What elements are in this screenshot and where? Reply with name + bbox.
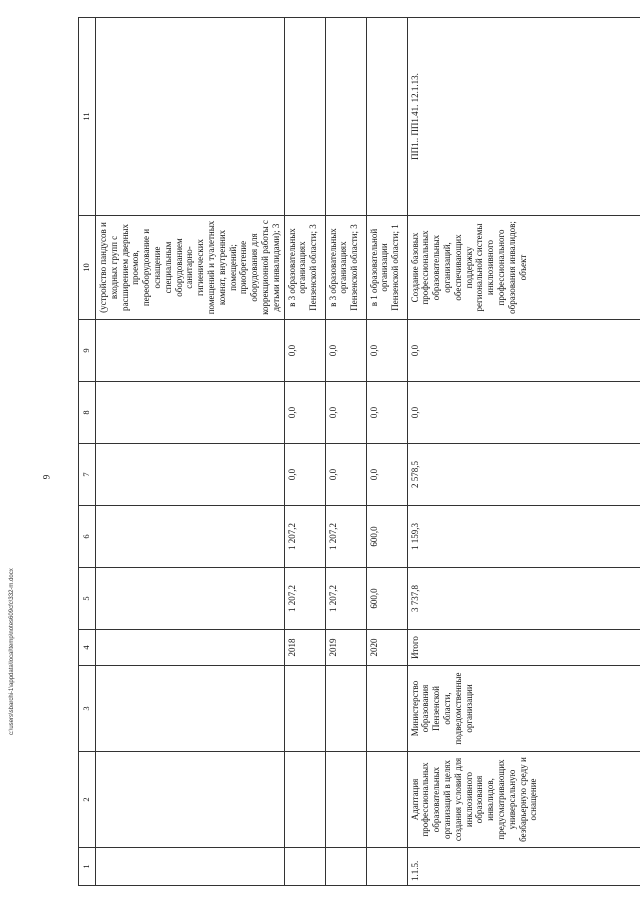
value-cell: 1 207,2 [284,506,325,568]
value-cell: 1 207,2 [325,506,366,568]
result-cell: Создание базовых профессиональных образовательных организаций, обеспечивающих поддержку региональной системы инклюзивного профессионального образования инвалидов; объект [407,216,640,320]
value-cell: 600,0 [366,568,407,630]
value-cell: 0,0 [325,320,366,382]
rotated-page [78,18,582,886]
col-num-2: 2 [79,752,96,848]
year-cell: 2019 [325,630,366,666]
col-num-8: 8 [79,382,96,444]
value-cell: 0,0 [407,382,640,444]
table-row-2018 [284,18,325,886]
value-cell: 0,0 [325,444,366,506]
value-cell: 2 578,5 [407,444,640,506]
col-num-4: 4 [79,630,96,666]
result-cell: в 1 образовательной организации Пензенской области; 1 [366,216,407,320]
item-number: 1.1.5. [407,848,640,886]
page-number: 9 [41,474,52,480]
value-cell: 1 159,3 [407,506,640,568]
value-cell: 0,0 [284,382,325,444]
col-num-1: 1 [79,848,96,886]
col-num-9: 9 [79,320,96,382]
item-name: Адаптация профессиональных образовательных организаций в целях создания условий для инклюзивного образования инвалидов, предусматривающих универсальную безбарьерную среду и оснащение [407,752,640,848]
value-cell: 3 737,8 [407,568,640,630]
value-cell: 0,0 [366,382,407,444]
col-num-5: 5 [79,568,96,630]
value-cell: 0,0 [366,320,407,382]
value-cell: 1 207,2 [325,568,366,630]
col-num-11: 11 [79,18,96,216]
result-cell: в 3 образовательных организациях Пензенской области; 3 [325,216,366,320]
table-row-continuation [96,18,285,886]
col-num-7: 7 [79,444,96,506]
table-row-2019 [325,18,366,886]
value-cell: 0,0 [366,444,407,506]
col-num-6: 6 [79,506,96,568]
value-cell: 0,0 [284,444,325,506]
file-path: c:\users\sbarchi-1\appdata\local\temp\notes609cfc\332-m.docx [9,568,15,735]
indicator-codes: ПП1.. ПП1.41. 12.1.13. [407,18,640,216]
column-number-row [79,18,96,886]
year-cell: Итого [407,630,640,666]
year-cell: 2020 [366,630,407,666]
col-num-3: 3 [79,666,96,752]
value-cell: 0,0 [407,320,640,382]
year-cell: 2018 [284,630,325,666]
col-num-10: 10 [79,216,96,320]
program-table [78,17,640,886]
value-cell: 1 207,2 [284,568,325,630]
table-row-item-1-1-5 [407,18,640,886]
result-cell: в 3 образовательных организациях Пензенской области; 3 [284,216,325,320]
item-executor: Министерство образования Пензенской области, подведомственные организации [407,666,640,752]
value-cell: 600,0 [366,506,407,568]
table-row-2020 [366,18,407,886]
value-cell: 0,0 [325,382,366,444]
value-cell: 0,0 [284,320,325,382]
result-text-continued: (устройство пандусов и входных групп с расширением дверных проемов, переоборудование и оснащение специальным оборудованием санитарно-гигиенических помещений и туалетных комнат, внутренних помещений; приобретение оборудования для коррекционной работы с детьми инвалидами); 3 [96,216,285,320]
